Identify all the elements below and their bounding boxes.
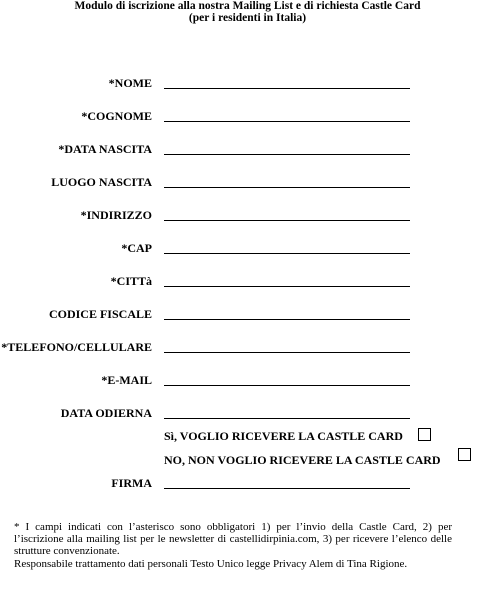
field-label-data-odierna: DATA ODIERNA <box>60 406 152 420</box>
field-line-indirizzo[interactable] <box>164 220 410 221</box>
field-line-citta[interactable] <box>164 286 410 287</box>
field-label-nome: *NOME <box>108 76 152 90</box>
option-no-label: NO, NON VOGLIO RICEVERE LA CASTLE CARD <box>164 453 441 467</box>
field-label-cognome: *COGNOME <box>81 109 152 123</box>
field-line-cognome[interactable] <box>164 121 410 122</box>
form-title: Modulo di iscrizione alla nostra Mailing List e di richiesta Castle Card <box>74 0 421 12</box>
field-label-telefono: *TELEFONO/CELLULARE <box>1 340 152 354</box>
field-label-codice-fiscale: CODICE FISCALE <box>48 307 152 321</box>
field-label-indirizzo: *INDIRIZZO <box>80 208 152 222</box>
footnote <box>14 521 452 570</box>
footnote-required-text: * I campi indicati con l’asterisco sono obbligatori 1) per l’invio della Castle Card, 2) per l’iscrizione alla mailing list per le newsletter di castellidirpinia.com, 3) per ricevere l’elenco delle strutture convenzionate. <box>14 521 452 558</box>
option-yes-label: Sì, VOGLIO RICEVERE LA CASTLE CARD <box>164 429 403 443</box>
field-label-email: *E-MAIL <box>101 373 152 387</box>
field-line-email[interactable] <box>164 385 410 386</box>
signature-line[interactable] <box>164 488 410 489</box>
field-label-cap: *CAP <box>121 241 152 255</box>
field-line-nome[interactable] <box>164 88 410 89</box>
form-subtitle: (per i residenti in Italia) <box>188 12 307 24</box>
field-line-data-nascita[interactable] <box>164 154 410 155</box>
field-line-telefono[interactable] <box>164 352 410 353</box>
field-line-codice-fiscale[interactable] <box>164 319 410 320</box>
field-line-cap[interactable] <box>164 253 410 254</box>
option-yes-checkbox[interactable] <box>418 428 431 441</box>
field-label-citta: *CITTà <box>110 274 152 288</box>
signature-label: FIRMA <box>111 476 152 490</box>
field-label-data-nascita: *DATA NASCITA <box>58 142 152 156</box>
option-no-checkbox[interactable] <box>458 448 471 461</box>
field-line-data-odierna[interactable] <box>164 418 410 419</box>
footnote-responsible-text: Responsabile trattamento dati personali Testo Unico legge Privacy Alem di Tina Rigione. <box>14 557 408 570</box>
field-line-luogo-nascita[interactable] <box>164 187 410 188</box>
field-label-luogo-nascita: LUOGO NASCITA <box>51 175 152 189</box>
